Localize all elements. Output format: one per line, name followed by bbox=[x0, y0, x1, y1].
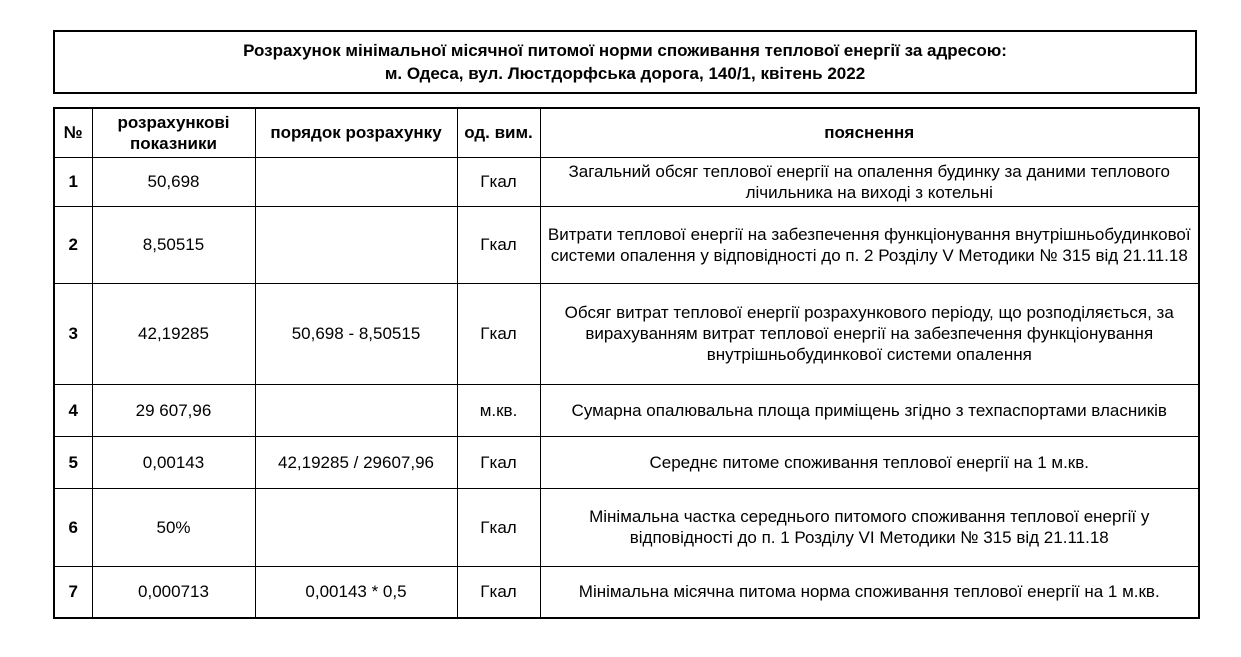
row-explanation: Загальний обсяг теплової енергії на опалення будинку за даними теплового лічильника на виході з котельні bbox=[540, 157, 1199, 206]
row-explanation: Мінімальна місячна питома норма споживання теплової енергії на 1 м.кв. bbox=[540, 566, 1199, 618]
row-order bbox=[255, 206, 457, 283]
row-explanation: Мінімальна частка середнього питомого споживання теплової енергії у відповідності до п. 1 Розділу VI Методики № 315 від 21.11.18 bbox=[540, 488, 1199, 566]
row-explanation: Витрати теплової енергії на забезпечення функціонування внутрішньобудинкової системи опалення у відповідності до п. 2 Розділу V Методики № 315 від 21.11.18 bbox=[540, 206, 1199, 283]
row-value: 50% bbox=[92, 488, 255, 566]
table-row bbox=[54, 436, 1199, 488]
table-header-row bbox=[54, 108, 1199, 157]
title-line-2: м. Одеса, вул. Люстдорфська дорога, 140/1, квітень 2022 bbox=[384, 64, 866, 83]
row-explanation: Обсяг витрат теплової енергії розрахункового періоду, що розподіляється, за вирахуванням витрат теплової енергії на забезпечення функціонування внутрішньобудинкової системи опалення bbox=[540, 283, 1199, 384]
row-order bbox=[255, 488, 457, 566]
row-number: 5 bbox=[54, 436, 92, 488]
row-value: 29 607,96 bbox=[92, 384, 255, 436]
row-value: 50,698 bbox=[92, 157, 255, 206]
row-value: 0,00143 bbox=[92, 436, 255, 488]
row-value: 0,000713 bbox=[92, 566, 255, 618]
row-unit: Гкал bbox=[457, 157, 540, 206]
row-number: 6 bbox=[54, 488, 92, 566]
row-order: 0,00143 * 0,5 bbox=[255, 566, 457, 618]
row-unit: Гкал bbox=[457, 566, 540, 618]
header-unit: од. вим. bbox=[457, 108, 540, 157]
row-unit: Гкал bbox=[457, 488, 540, 566]
row-unit: Гкал bbox=[457, 206, 540, 283]
header-calculation-order: порядок розрахунку bbox=[255, 108, 457, 157]
row-explanation: Середнє питоме споживання теплової енергії на 1 м.кв. bbox=[540, 436, 1199, 488]
table-row bbox=[54, 206, 1199, 283]
title-line-1: Розрахунок мінімальної місячної питомої норми споживання теплової енергії за адресою: bbox=[243, 41, 1007, 60]
table-row bbox=[54, 566, 1199, 618]
row-unit: Гкал bbox=[457, 436, 540, 488]
row-unit: Гкал bbox=[457, 283, 540, 384]
row-order bbox=[255, 157, 457, 206]
row-order bbox=[255, 384, 457, 436]
table-row bbox=[54, 384, 1199, 436]
row-number: 4 bbox=[54, 384, 92, 436]
row-value: 42,19285 bbox=[92, 283, 255, 384]
row-number: 3 bbox=[54, 283, 92, 384]
table-row bbox=[54, 157, 1199, 206]
row-order: 50,698 - 8,50515 bbox=[255, 283, 457, 384]
header-indicators: розрахункові показники bbox=[92, 108, 255, 157]
document-title-box bbox=[53, 30, 1197, 94]
row-order: 42,19285 / 29607,96 bbox=[255, 436, 457, 488]
row-number: 7 bbox=[54, 566, 92, 618]
header-explanation: пояснення bbox=[540, 108, 1199, 157]
row-unit: м.кв. bbox=[457, 384, 540, 436]
row-number: 1 bbox=[54, 157, 92, 206]
calculation-table bbox=[53, 107, 1200, 619]
row-number: 2 bbox=[54, 206, 92, 283]
row-explanation: Сумарна опалювальна площа приміщень згідно з техпаспортами власників bbox=[540, 384, 1199, 436]
header-number: № bbox=[54, 108, 92, 157]
table-row bbox=[54, 488, 1199, 566]
table-row bbox=[54, 283, 1199, 384]
row-value: 8,50515 bbox=[92, 206, 255, 283]
